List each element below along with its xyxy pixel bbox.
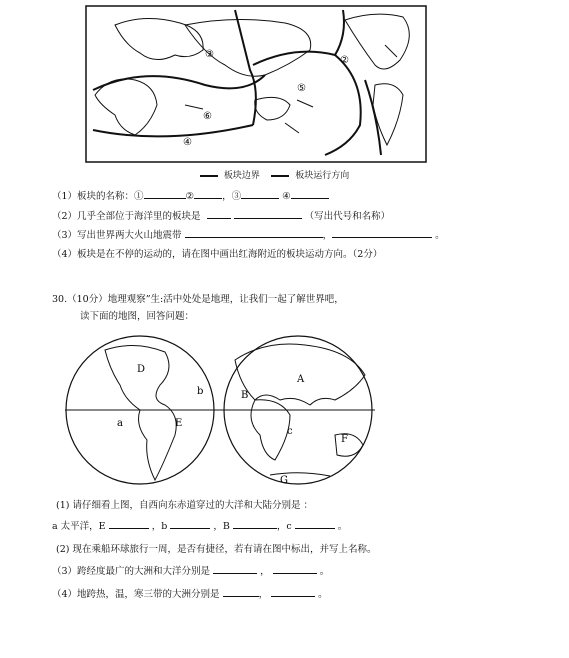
q30-subheading: 读下面的地图，回答问题：: [80, 311, 195, 322]
plate-label-2: ②: [340, 55, 349, 66]
legend-boundary: 板块边界: [223, 171, 260, 181]
q29-line3: （3）写出世界两大火山地震带 ， 。: [52, 230, 445, 241]
answer-blank[interactable]: [109, 519, 149, 529]
q30-s2: (2) 现在乘船环球旅行一周，是否有捷径，若有请在图中标出，并写上名称。: [56, 544, 377, 555]
answer-blank[interactable]: [207, 209, 231, 219]
answer-blank[interactable]: [271, 587, 315, 597]
map-label-b: b: [197, 386, 204, 397]
map-label-B: B: [241, 390, 249, 401]
direction-line-icon: [271, 175, 289, 177]
answer-blank[interactable]: [213, 564, 257, 574]
q30-s1-answers: a 太平洋，E ，b ，B ，c 。: [52, 521, 348, 532]
answer-blank[interactable]: [295, 519, 335, 529]
map-label-G: G: [280, 475, 288, 486]
boundary-line-icon: [200, 175, 218, 177]
answer-blank[interactable]: [144, 189, 186, 199]
map-label-F: F: [341, 434, 348, 445]
q29-line4: （4）板块是在不停的运动的，请在图中画出红海附近的板块运动方向。（2分）: [52, 249, 383, 260]
answer-blank[interactable]: [185, 228, 323, 238]
world-hemispheres-map: [65, 330, 375, 490]
plate-tectonics-map: [85, 5, 427, 163]
plate-label-4: ④: [183, 137, 192, 148]
answer-blank[interactable]: [332, 228, 432, 238]
q30-heading: 30.（10分）地理观察”生:活中处处是地理，让我们一起了解世界吧，: [52, 294, 344, 305]
answer-blank[interactable]: [241, 189, 279, 199]
map-label-A: A: [297, 374, 305, 385]
answer-blank[interactable]: [273, 564, 317, 574]
plate-label-6: ⑥: [203, 111, 212, 122]
plate-label-5: ⑤: [297, 83, 306, 94]
answer-blank[interactable]: [223, 587, 259, 597]
map-label-c: c: [287, 426, 293, 437]
map-label-D: D: [137, 364, 146, 375]
q30-s3: （3）跨经度最广的大洲和大洋分别是 ， 。: [52, 566, 330, 577]
answer-blank[interactable]: [234, 209, 302, 219]
q30-s1: (1) 请仔细看上图，自西向东赤道穿过的大洋和大陆分别是 ：: [56, 500, 313, 511]
answer-blank[interactable]: [170, 519, 210, 529]
answer-blank[interactable]: [233, 519, 277, 529]
q29-line2: （2）几乎全部位于海洋里的板块是 （写出代号和名称）: [52, 211, 391, 222]
map-legend: [200, 168, 349, 181]
legend-direction: 板块运行方向: [295, 171, 350, 181]
q29-line1: （1）板块的名称：① ② ，③ ④: [52, 188, 329, 202]
map-label-E: E: [175, 418, 183, 429]
q30-s4: （4）地跨热，温，寒三带的大洲分别是 ， 。: [52, 589, 328, 600]
answer-blank[interactable]: [291, 189, 329, 199]
answer-blank[interactable]: [194, 189, 222, 199]
plate-label-3: ③: [205, 49, 214, 60]
map-label-a: a: [117, 418, 123, 429]
